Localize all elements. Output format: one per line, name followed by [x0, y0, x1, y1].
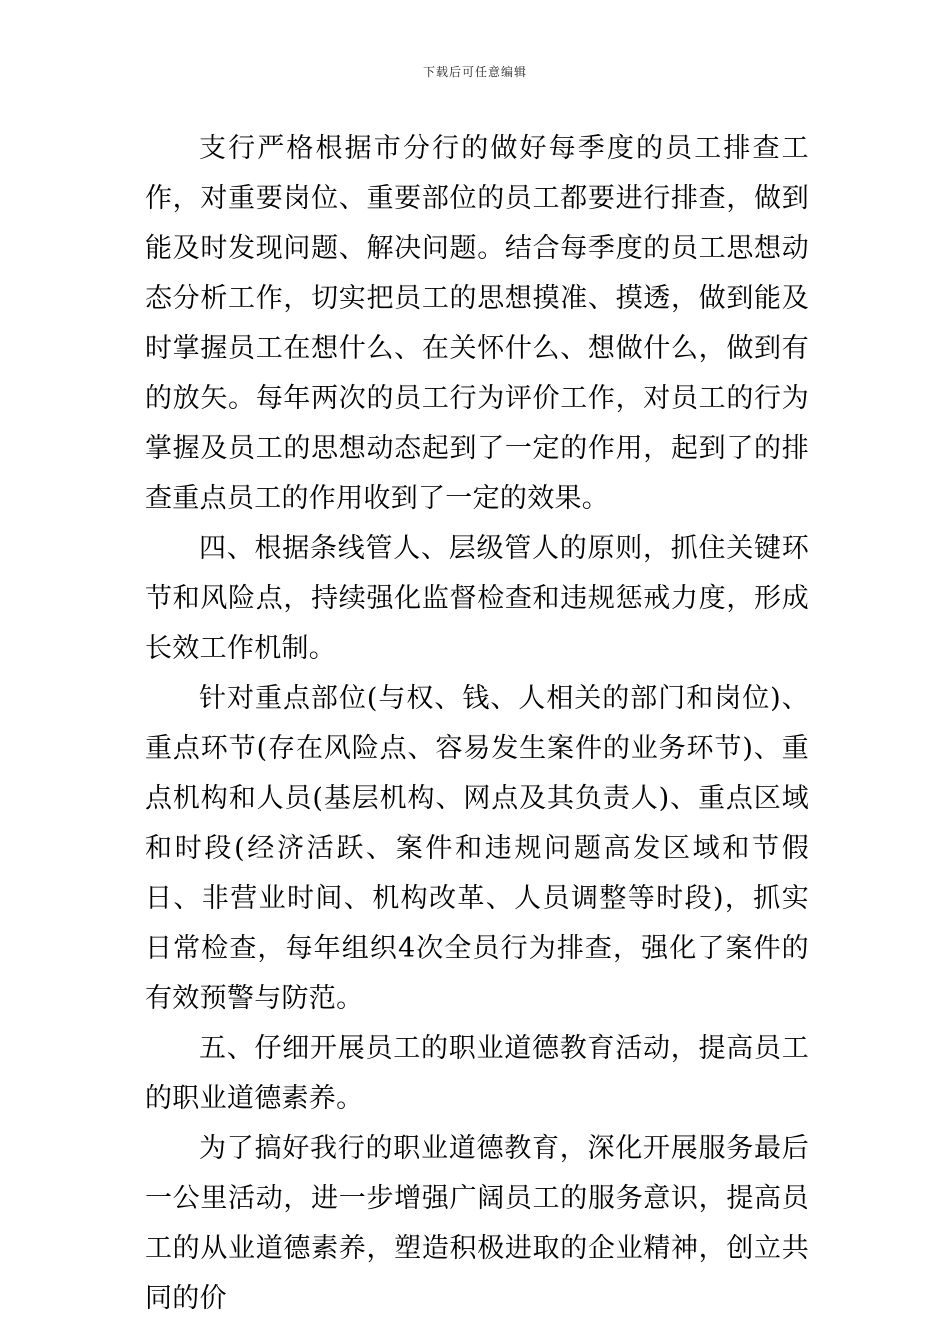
page-header-note: 下载后可任意编辑: [422, 65, 527, 79]
paragraph-staff-screening: 支行严格根据市分行的做好每季度的员工排查工作，对重要岗位、重要部位的员工都要进行排查，做到能及时发现问题、解决问题。结合每季度的员工思想动态分析工作，切实把员工的思想摸准、摸透，做到能及时掌握员工在想什么、在关怀什么、想做什么，做到有的放矢。每年两次的员工行为评价工作，对员工的行为掌握及员工的思想动态起到了一定的作用，起到了的排查重点员工的作用收到了一定的效果。: [145, 133, 809, 514]
paragraph-section-five-heading: 五、仔细开展员工的职业道德教育活动，提高员工的职业道德素养。: [145, 1033, 809, 1114]
document-body: [145, 124, 809, 1324]
paragraph-ethics-education: 为了搞好我行的职业道德教育，深化开展服务最后一公里活动，进一步增强广阔员工的服务意识，提高员工的从业道德素养，塑造积极进取的企业精神，创立共同的价: [145, 1133, 809, 1314]
paragraph-key-areas: 针对重点部位(与权、钱、人相关的部门和岗位)、重点环节(存在风险点、容易发生案件的业务环节)、重点机构和人员(基层机构、网点及其负责人)、重点区域和时段(经济活跃、案件和违规问题高发区域和节假日、非营业时间、机构改革、人员调整等时段)，抓实日常检查，每年组织4次全员行为排查，强化了案件的有效预警与防范。: [145, 683, 809, 1014]
paragraph-section-four-heading: 四、根据条线管人、层级管人的原则，抓住关键环节和风险点，持续强化监督检查和违规惩戒力度，形成长效工作机制。: [145, 533, 809, 664]
